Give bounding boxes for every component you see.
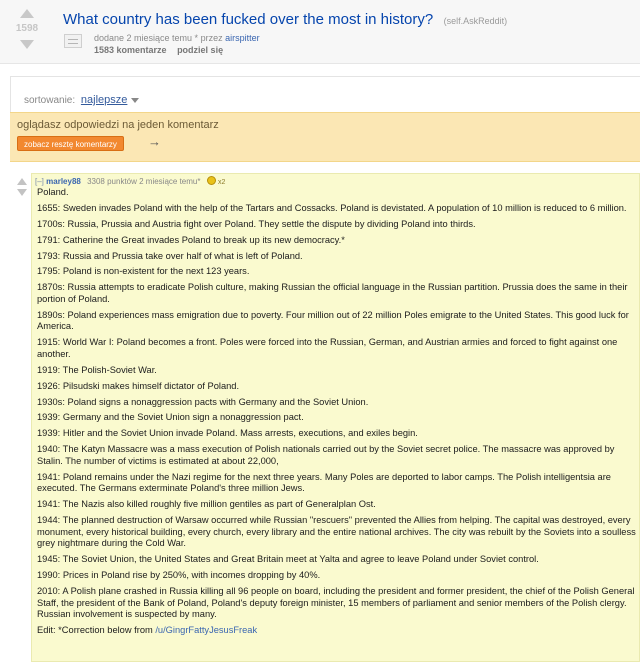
comment-body bbox=[37, 187, 637, 641]
collapse-toggle[interactable]: [–] bbox=[35, 177, 44, 186]
comment-paragraph: 1915: World War I: Poland becomes a front. Poles were forced into the Russian, German, and Austrian armies and forced to fight against one another. bbox=[37, 337, 618, 359]
gilded-icon bbox=[207, 176, 216, 185]
gilded-count: x2 bbox=[217, 179, 226, 186]
downvote-arrow-icon[interactable] bbox=[20, 40, 34, 49]
post-domain[interactable]: (self.AskReddit) bbox=[443, 16, 508, 26]
sort-dropdown[interactable]: najlepsze bbox=[80, 94, 128, 106]
comment bbox=[10, 166, 640, 662]
post-tagline bbox=[94, 33, 260, 43]
comment-paragraph: 1944: The planned destruction of Warsaw occurred while Russian "rescuers" prevented the Allies from helping. The capital was destroyed, every monument, every historical building, every church, every library and the entire national archives. The city was rebuilt by the Soviets into a soulless grey nightmare during the Cold War. bbox=[37, 515, 636, 549]
comment-paragraph: 2010: A Polish plane crashed in Russia killing all 96 people on board, including the president and former president, the chief of the Polish General Staff, the president of the Bank of Poland, Poland's deputy foreign minister, 15 members of parliament and senior members of the Polish clergy. Russian involvement is suspected by many. bbox=[37, 585, 635, 620]
comment-paragraph: 1939: Hitler and the Soviet Union invade Poland. Mass arrests, executions, and exiles begin. bbox=[37, 428, 418, 439]
post-buttons bbox=[94, 45, 231, 55]
comment-paragraph: 1919: The Polish-Soviet War. bbox=[37, 364, 157, 375]
post-author-link[interactable]: airspitter bbox=[225, 33, 260, 43]
self-post-thumbnail-icon[interactable] bbox=[64, 34, 82, 48]
comment-paragraph: 1870s: Russia attempts to eradicate Polish culture, making Russian the official language in the Russian partition. Prussia does the same in their portion of Poland. bbox=[37, 282, 628, 304]
comment-paragraph: 1990: Prices in Poland rise by 250%, with incomes dropping by 40%. bbox=[37, 570, 321, 581]
comment-paragraph: 1793: Russia and Prussia take over half of what is left of Poland. bbox=[37, 250, 303, 261]
post-vote-column bbox=[13, 9, 41, 49]
arrow-right-icon[interactable]: → bbox=[148, 134, 161, 149]
comment-vote-column bbox=[17, 178, 29, 196]
share-link[interactable]: podziel się bbox=[177, 45, 224, 55]
comment-paragraph: 1795: Poland is non-existent for the next 123 years. bbox=[37, 266, 250, 277]
post-score: 1598 bbox=[15, 23, 39, 34]
comment-downvote-arrow-icon[interactable] bbox=[17, 189, 27, 196]
comment-tagline bbox=[35, 176, 225, 186]
tagline-prefix: dodane 2 miesiące temu * przez bbox=[94, 33, 223, 43]
comment-upvote-arrow-icon[interactable] bbox=[17, 178, 27, 185]
comment-paragraph: 1700s: Russia, Prussia and Austria fight over Poland. They settle the dispute by dividing Poland into thirds. bbox=[37, 218, 476, 229]
comments-link[interactable]: 1583 komentarze bbox=[94, 45, 167, 55]
post-header bbox=[0, 0, 640, 64]
comment-paragraph: 1939: Germany and the Soviet Union sign a nonaggression pact. bbox=[37, 412, 304, 423]
comment-meta: 3308 punktów 2 miesiące temu* bbox=[87, 177, 201, 186]
comment-paragraph: 1930s: Poland signs a nonaggression pacts with Germany and the Soviet Union. bbox=[37, 396, 369, 407]
comment-paragraph: 1945: The Soviet Union, the United States and Great Britain meet at Yalta and agree to leave Poland under Soviet control. bbox=[37, 554, 539, 565]
comment-paragraph: 1890s: Poland experiences mass emigration due to poverty. Four million out of 22 million Poles emigrate to the United States. This good luck for America. bbox=[37, 309, 629, 332]
comment-paragraph: 1941: The Nazis also killed roughly five million gentiles as part of Generalplan Ost. bbox=[37, 499, 376, 510]
edit-user-link[interactable]: /u/GingrFattyJesusFreak bbox=[155, 625, 258, 636]
single-thread-notice bbox=[10, 112, 640, 162]
comment-paragraph: 1926: Pilsudski makes himself dictator of Poland. bbox=[37, 380, 240, 391]
post-title[interactable]: What country has been fucked over the most in history? bbox=[63, 11, 434, 28]
comment-edit-note bbox=[37, 625, 637, 637]
view-rest-comments-button[interactable]: zobacz resztę komentarzy bbox=[17, 136, 124, 151]
edit-prefix: Edit: *Correction below from bbox=[37, 625, 153, 636]
comment-author-link[interactable]: marley88 bbox=[46, 177, 81, 186]
comment-box bbox=[31, 173, 640, 662]
sort-bar bbox=[10, 76, 640, 112]
post-title-row bbox=[63, 11, 507, 29]
comment-paragraph: Poland. bbox=[37, 187, 69, 197]
comment-paragraph: 1791: Catherine the Great invades Poland to break up its new democracy.* bbox=[37, 234, 345, 245]
upvote-arrow-icon[interactable] bbox=[20, 9, 34, 18]
sort-label: sortowanie: bbox=[24, 95, 76, 106]
sort-label-row bbox=[24, 94, 139, 106]
notice-message: oglądasz odpowiedzi na jeden komentarz bbox=[17, 119, 219, 131]
chevron-down-icon[interactable] bbox=[131, 98, 139, 103]
comment-paragraph: 1655: Sweden invades Poland with the help of the Tartars and Cossacks. Poland is devistated. A population of 10 million is reduced to 6 million. bbox=[37, 202, 627, 213]
comment-paragraph: 1940: The Katyn Massacre was a mass execution of Polish nationals carried out by the Soviet secret police. The massacre was approved by Stalin. The number of victims is estimated at about 22,000, bbox=[37, 444, 615, 466]
comment-paragraph: 1941: Poland remains under the Nazi regime for the next three years. Many Poles are deported to labor camps. The Polish intelligentsia are executed. The Germans exterminate Poland's three million Jews. bbox=[37, 471, 611, 494]
